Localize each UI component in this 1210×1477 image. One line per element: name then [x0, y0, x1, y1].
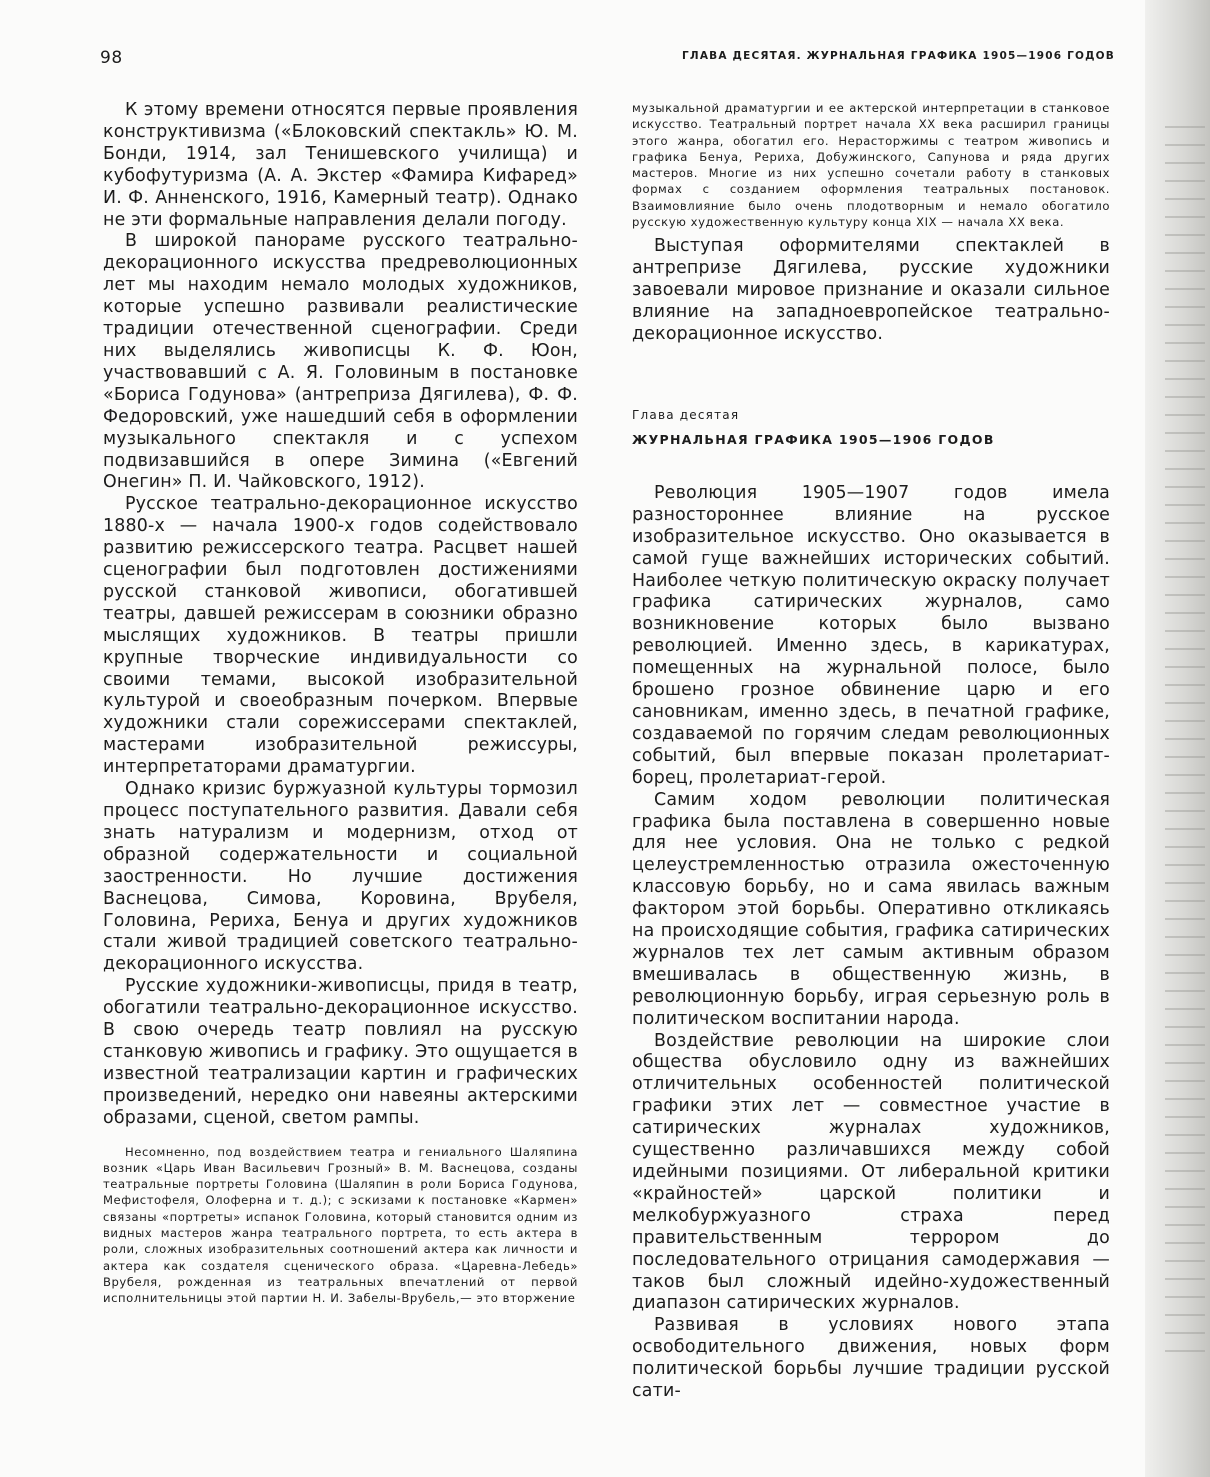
- running-head: ГЛАВА ДЕСЯТАЯ. ЖУРНАЛЬНАЯ ГРАФИКА 1905—1906 ГОДОВ: [682, 50, 1115, 62]
- page-edge-texture: [1165, 110, 1205, 1360]
- chapter-body: [632, 483, 1110, 1403]
- body-paragraph: Однако кризис буржуазной культуры тормозил процесс поступательного развития. Давали себя знать натурализм и модернизм, отход от образной содержательности и социальной заостренности. Но лучшие достижения Васнецова, Симова, Коровина, Врубеля, Головина, Рериха, Бенуа и других художников стали живой традицией советского театрально-декорационного искусства.: [103, 779, 578, 975]
- note-continuation: музыкальной драматургии и ее актерской интерпретации в станковое искусство. Театральный портрет начала XX века расширил границы этого жанра, обогатил его. Нерасторжимы с театром живопись и графика Бенуа, Рериха, Добужинского, Сапунова и ряда других мастеров. Многие из них успешно сочетали работу в станковых формах с созданием оформления театральных постановок. Взаимовлияние было очень плодотворным и немало обогатило русскую художественную культуру конца XIX — начала XX века.: [632, 101, 1110, 230]
- body-paragraph: К этому времени относятся первые проявления конструктивизма («Блоковский спектакль» Ю. М. Бонди, 1914, зал Тенишевского училища) и кубофутуризма (А. А. Экстер «Фамира Кифаред» И. Ф. Анненского, 1916, Камерный театр). Однако не эти формальные направления делали погоду.: [103, 100, 578, 230]
- body-paragraph: Русские художники-живописцы, придя в театр, обогатили театрально-декорационное искусство. В свою очередь театр повлиял на русскую станковую живопись и графику. Это ощущается в известной театрализации картин и графических произведений, нередко они навеяны актерскими образами, сценой, светом рампы.: [103, 976, 578, 1128]
- body-paragraph: Выступая оформителями спектаклей в антрепризе Дягилева, русские художники завоевали мировое признание и оказали сильное влияние на западноевропейское театрально-декорационное искусство.: [632, 236, 1110, 344]
- page-edge-shadow: [1145, 0, 1210, 1477]
- body-paragraph: В широкой панораме русского театрально-декорационного искусства предреволюционных лет мы находим немало молодых художников, которые успешно развивали реалистические традиции отечественной сценографии. Среди них выделялись живописцы К. Ф. Юон, участвовавший с А. Я. Головиным в постановке «Бориса Годунова» (антреприза Дягилева), Ф. Ф. Федоровский, уже нашедший себя в оформлении музыкального спектакля и с успехом подвизавшийся в опере Зимина («Евгений Онегин» П. И. Чайковского, 1912).: [103, 231, 578, 493]
- body-paragraph: Самим ходом революции политическая графика была поставлена в совершенно новые для нее условия. Она не только с редкой целеустремленностью отразила ожесточенную классовую борьбу, но и сама явилась важным фактором этой борьбы. Оперативно откликаясь на происходящие события, графика сатирических журналов тех лет самым активным образом вмешивалась в общественную жизнь, в революционную борьбу, играя серьезную роль в политическом воспитании народа.: [632, 789, 1110, 1029]
- left-column: [103, 100, 578, 1307]
- note-paragraph: Несомненно, под воздействием театра и гениального Шаляпина возник «Царь Иван Васильевич Грозный» В. М. Васнецова, созданы театральные портреты Головина (Шаляпин в роли Бориса Годунова, Мефистофеля, Олоферна и т. д.); с эскизами к постановке «Кармен» связаны «портреты» испанок Головина, который становится одним из видных мастеров жанра театрального портрета, то есть актера в роли, сложных изобразительных соотношений актера как личности и актера как создателя сценического образа. «Царевна-Лебедь» Врубеля, рожденная из театральных впечатлений от первой исполнительницы этой партии Н. И. Забелы-Врубель,— это вторжение: [103, 1144, 578, 1306]
- side-note: [103, 1144, 578, 1307]
- body-paragraph: Воздействие революции на широкие слои общества обусловило одну из важнейших отличительных особенностей политической графики этих лет — совместное участие в сатирических журналах художников, существенно различавшихся между собой идейными позициями. От либеральной критики «крайностей» царской политики и мелкобуржуазного страха перед правительственным террором до последовательного отрицания самодержавия — таков был сложный идейно-художественный диапазон сатирических журналов.: [632, 1030, 1110, 1314]
- body-paragraph: Русское театрально-декорационное искусство 1880-х — начала 1900-х годов содействовало развитию режиссерского театра. Расцвет нашей сценографии был подготовлен достижениями русской станковой живописи, обогатившей театры, давшей режиссерам в союзники образно мыслящих художников. В театры пришли крупные творческие индивидуальности со своими темами, высокой изобразительной культурой и своеобразным почерком. Впервые художники стали сорежиссерами спектаклей, мастерами изобразительной режиссуры, интерпретаторами драматургии.: [103, 494, 578, 778]
- right-column: [632, 100, 1110, 1403]
- body-paragraph: Революция 1905—1907 годов имела разностороннее влияние на русское изобразительное искусство. Оно оказывается в самой гуще важнейших исторических событий. Наиболее четкую политическую окраску получает графика сатирических журналов, само возникновение которых было вызвано революцией. Именно здесь, в карикатурах, помещенных на журнальной полосе, было брошено грозное обвинение царю и его сановникам, именно здесь, в печатной графике, создаваемой по горячим следам революционных событий, был впервые показан пролетариат-борец, пролетариат-герой.: [632, 482, 1110, 788]
- chapter-label: Глава десятая: [632, 407, 740, 422]
- body-paragraph: Развивая в условиях нового этапа освободительного движения, новых форм политической борьбы лучшие традиции русской сати-: [632, 1315, 1110, 1402]
- chapter-title: ЖУРНАЛЬНАЯ ГРАФИКА 1905—1906 ГОДОВ: [632, 431, 995, 447]
- page-number: 98: [100, 48, 123, 68]
